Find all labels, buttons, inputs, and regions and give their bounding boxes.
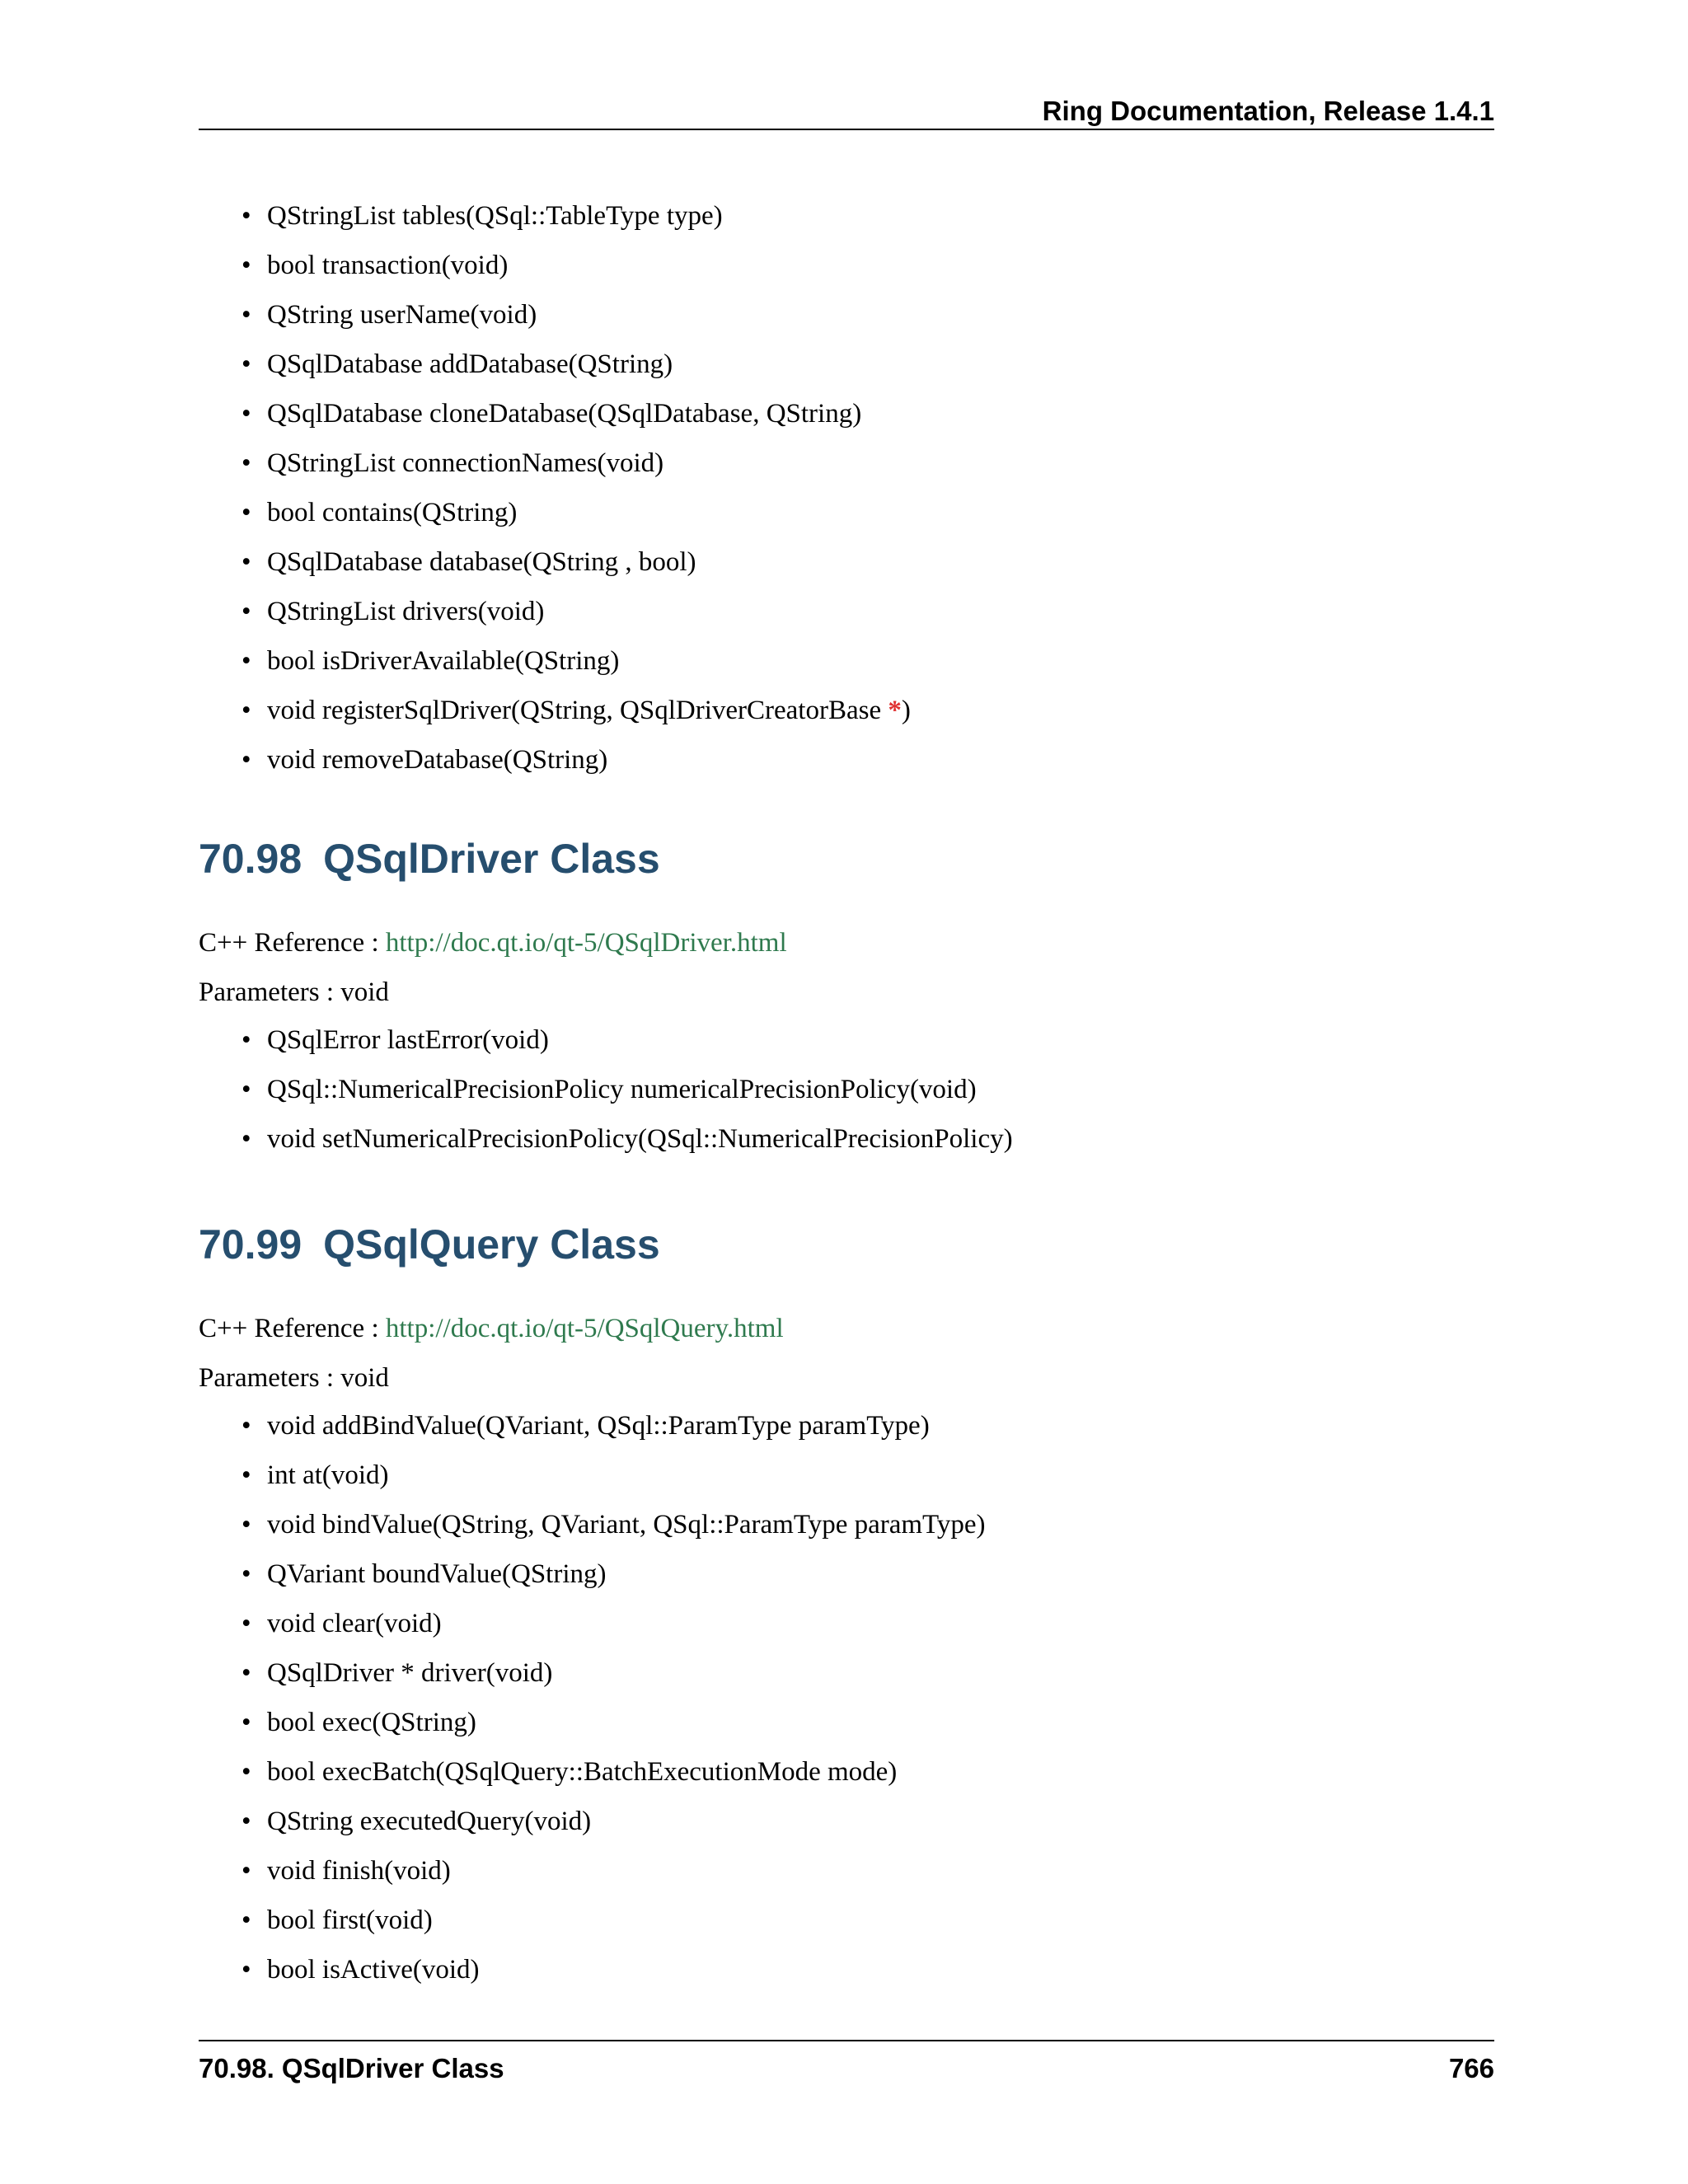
bullet-icon: • — [241, 1075, 251, 1104]
list-item: • bool exec(QString) — [241, 1698, 986, 1747]
list-item: • void removeDatabase(QString) — [241, 735, 911, 785]
method-list-qsqldriver — [241, 1015, 1013, 1164]
parameters-line: Parameters : void — [199, 977, 389, 1007]
bullet-icon: • — [241, 251, 251, 280]
bullet-icon: • — [241, 547, 251, 577]
bullet-icon: • — [241, 745, 251, 775]
bullet-icon: • — [241, 1124, 251, 1154]
list-item: • QString executedQuery(void) — [241, 1797, 986, 1846]
bullet-icon: • — [241, 399, 251, 429]
bullet-icon: • — [241, 1411, 251, 1441]
parameters-line: Parameters : void — [199, 1363, 389, 1393]
list-item: • bool first(void) — [241, 1896, 986, 1945]
list-item: • void setNumericalPrecisionPolicy(QSql::NumericalPrecisionPolicy) — [241, 1114, 1013, 1164]
list-item: • QSqlError lastError(void) — [241, 1015, 1013, 1065]
page-header: Ring Documentation, Release 1.4.1 — [199, 92, 1494, 130]
bullet-icon: • — [241, 300, 251, 330]
list-item: • QStringList connectionNames(void) — [241, 438, 911, 488]
bullet-icon: • — [241, 498, 251, 527]
list-item: • QSqlDatabase cloneDatabase(QSqlDatabase, QString) — [241, 389, 911, 438]
list-item: • QString userName(void) — [241, 290, 911, 340]
list-item: • void clear(void) — [241, 1599, 986, 1648]
section-heading-qsqlquery: 70.99 QSqlQuery Class — [199, 1221, 660, 1268]
list-item: • bool execBatch(QSqlQuery::BatchExecutionMode mode) — [241, 1747, 986, 1797]
list-item: • bool transaction(void) — [241, 241, 911, 290]
cpp-reference: C++ Reference : http://doc.qt.io/qt-5/QSqlQuery.html — [199, 1314, 784, 1343]
list-item: • QSqlDatabase database(QString , bool) — [241, 537, 911, 587]
bullet-icon: • — [241, 1510, 251, 1540]
method-list-qsqlquery — [241, 1401, 986, 1994]
bullet-icon: • — [241, 1955, 251, 1985]
bullet-icon: • — [241, 349, 251, 379]
list-item: • int at(void) — [241, 1451, 986, 1500]
list-item: • bool isActive(void) — [241, 1945, 986, 1994]
list-item: • QStringList drivers(void) — [241, 587, 911, 636]
bullet-icon: • — [241, 696, 251, 725]
list-item: • void finish(void) — [241, 1846, 986, 1896]
page-number: 766 — [1448, 2053, 1494, 2083]
document-page — [199, 0, 1494, 2184]
page-footer — [199, 2040, 1494, 2088]
cpp-reference: C++ Reference : http://doc.qt.io/qt-5/QSqlDriver.html — [199, 928, 787, 958]
reference-link[interactable]: http://doc.qt.io/qt-5/QSqlDriver.html — [385, 928, 787, 958]
list-item: • void registerSqlDriver(QString, QSqlDriverCreatorBase *) — [241, 686, 911, 735]
section-heading-qsqldriver: 70.98 QSqlDriver Class — [199, 836, 660, 882]
bullet-icon: • — [241, 1559, 251, 1589]
bullet-icon: • — [241, 1708, 251, 1737]
bullet-icon: • — [241, 597, 251, 626]
bullet-icon: • — [241, 1856, 251, 1886]
list-item: • QSql::NumericalPrecisionPolicy numericalPrecisionPolicy(void) — [241, 1065, 1013, 1114]
bullet-icon: • — [241, 201, 251, 231]
reference-link[interactable]: http://doc.qt.io/qt-5/QSqlQuery.html — [385, 1314, 784, 1343]
list-item: • bool isDriverAvailable(QString) — [241, 636, 911, 686]
list-item: • QSqlDriver * driver(void) — [241, 1648, 986, 1698]
list-item: • QVariant boundValue(QString) — [241, 1549, 986, 1599]
bullet-icon: • — [241, 448, 251, 478]
bullet-icon: • — [241, 1905, 251, 1935]
list-item: • void addBindValue(QVariant, QSql::ParamType paramType) — [241, 1401, 986, 1451]
bullet-icon: • — [241, 1658, 251, 1688]
bullet-icon: • — [241, 1807, 251, 1836]
bullet-icon: • — [241, 1460, 251, 1490]
bullet-icon: • — [241, 1609, 251, 1638]
list-item: • QSqlDatabase addDatabase(QString) — [241, 340, 911, 389]
pointer-star: * — [888, 696, 902, 725]
bullet-icon: • — [241, 1757, 251, 1787]
list-item: • QStringList tables(QSql::TableType type) — [241, 191, 911, 241]
list-item: • bool contains(QString) — [241, 488, 911, 537]
footer-section-title: 70.98. QSqlDriver Class — [199, 2053, 504, 2083]
list-item: • void bindValue(QString, QVariant, QSql::ParamType paramType) — [241, 1500, 986, 1549]
bullet-icon: • — [241, 1025, 251, 1055]
method-list-qsqldatabase — [241, 191, 911, 785]
bullet-icon: • — [241, 646, 251, 676]
